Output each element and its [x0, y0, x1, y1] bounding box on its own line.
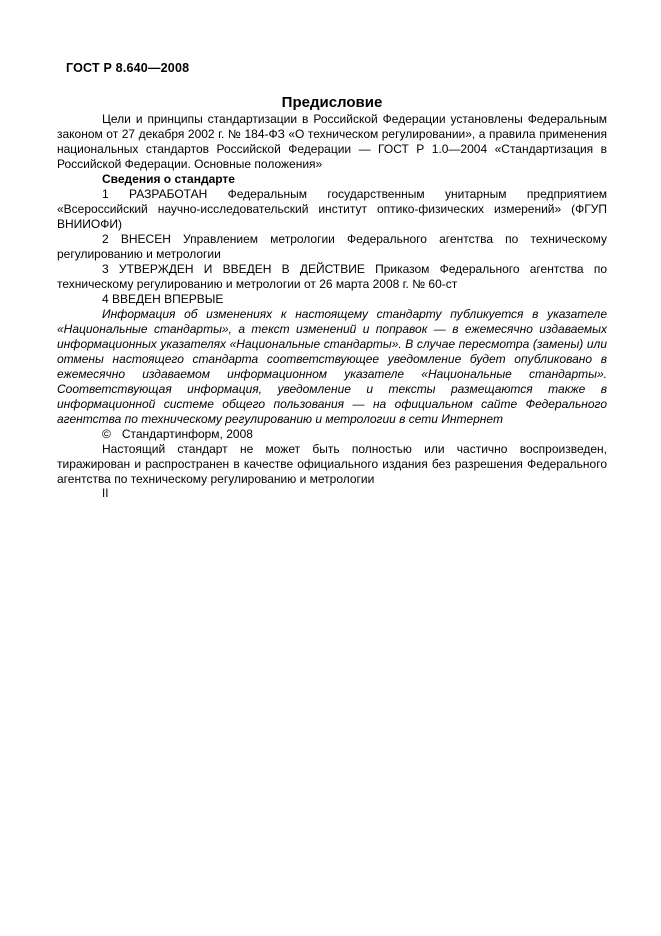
standard-info-item-submitted: 2 ВНЕСЕН Управлением метрологии Федерального агентства по техническому регулированию и метрологии — [57, 232, 607, 261]
copyright-symbol: © — [102, 427, 111, 441]
copyright-text: Стандартинформ, 2008 — [121, 427, 253, 441]
page-title: Предисловие — [281, 94, 383, 111]
standard-info-heading: Сведения о стандарте — [102, 172, 235, 186]
page-number: II — [102, 488, 109, 500]
standard-info-item-first-introduced: 4 ВВЕДЕН ВПЕРВЫЕ — [102, 292, 224, 306]
copyright-line — [57, 427, 607, 442]
reproduction-note: Настоящий стандарт не может быть полностью или частично воспроизведен, тиражирован и распространен в качестве официального издания без разрешения Федерального агентства по техническому регулированию и метрологии — [57, 442, 607, 486]
intro-paragraph: Цели и принципы стандартизации в Российской Федерации установлены Федеральным законом от 27 декабря 2002 г. № 184-ФЗ «О техническом регулировании», а правила применения национальных стандартов Российской Федерации — ГОСТ Р 1.0—2004 «Стандартизация в Российской Федерации. Основные положения» — [57, 112, 607, 171]
doc-number: ГОСТ Р 8.640—2008 — [66, 61, 190, 75]
amendments-note: Информация об изменениях к настоящему стандарту публикуется в указателе «Национальные стандарты», а текст изменений и поправок — в ежемесячно издаваемых информационных указателях «Национальные стандарты». В случае пересмотра (замены) или отмены настоящего стандарта соответствующее уведомление будет опубликовано в ежемесячно издаваемом информационном указателе «Национальные стандарты». Соответствующая информация, уведомление и тексты размещаются также в информационной системе общего пользования — на официальном сайте Федерального агентства по техническому регулированию и метрологии в сети Интернет — [57, 307, 607, 426]
standard-info-item-approved: 3 УТВЕРЖДЕН И ВВЕДЕН В ДЕЙСТВИЕ Приказом Федерального агентства по техническому регулированию и метрологии от 26 марта 2008 г. № 60-ст — [57, 262, 607, 291]
standard-info-item-developed: 1 РАЗРАБОТАН Федеральным государственным унитарным предприятием «Всероссийский научно-исследовательский институт оптико-физических измерений» (ФГУП ВНИИОФИ) — [57, 187, 607, 231]
